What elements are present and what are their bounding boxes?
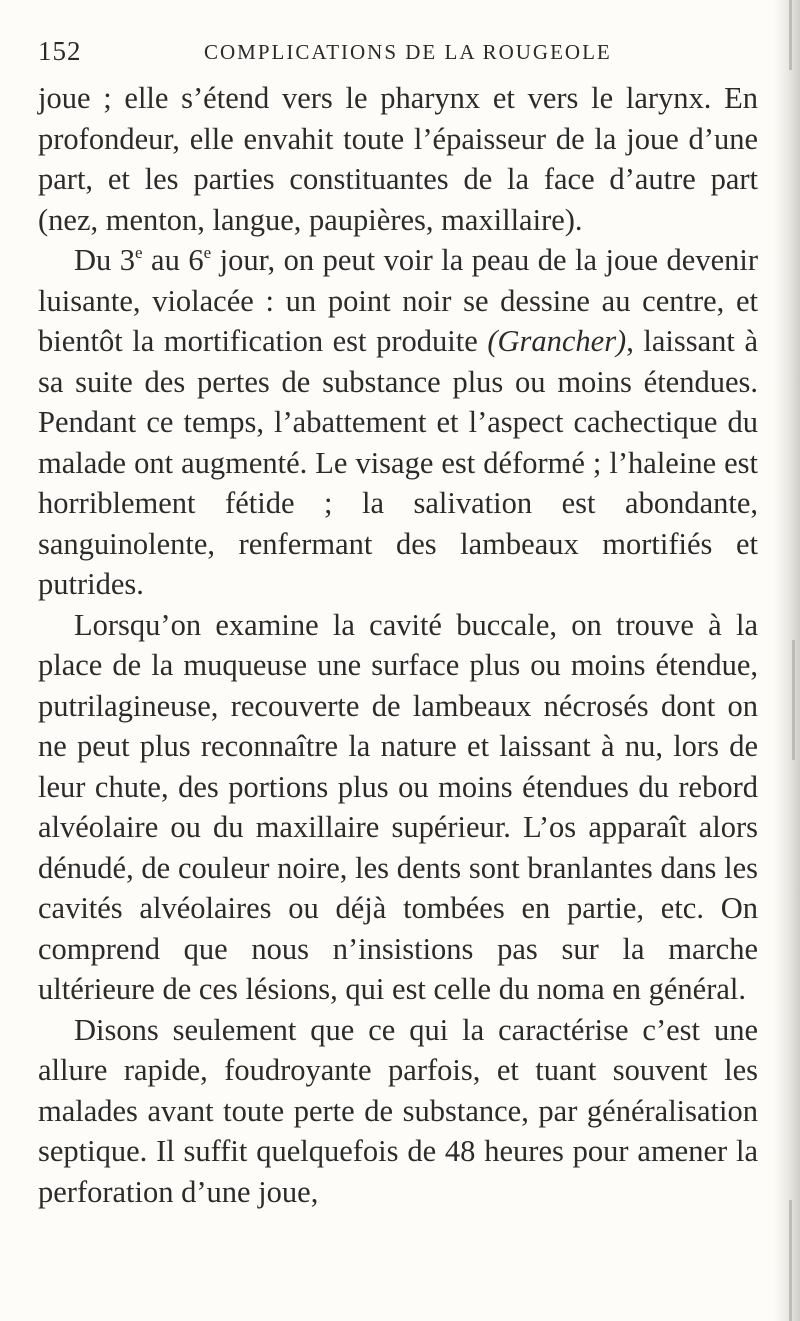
text-run: Du 3	[74, 243, 136, 277]
paragraph-2	[38, 240, 758, 605]
page-edge-shadow	[774, 0, 800, 1321]
paragraph-3: Lorsqu’on examine la cavité buccale, on trouve à la place de la muqueuse une surface plus ou moins étendue, putrilagineuse, recouverte de lambeaux nécrosés dont on ne peut plus reconnaître la nature et laissant à nu, lors de leur chute, des portions plus ou moins étendues du rebord alvéolaire ou du maxillaire supérieur. L’os apparaît alors dénudé, de couleur noire, les dents sont branlantes dans les cavités alvéolaires ou déjà tombées en partie, etc. On comprend que nous n’insistions pas sur la marche ultérieure de ces lésions, qui est celle du noma en général.	[38, 607, 758, 1006]
running-header	[38, 36, 758, 66]
author-citation: (Grancher)	[487, 324, 627, 358]
paragraph-4: Disons seulement que ce qui la caractérise c’est une allure rapide, foudroyante parfois, et tuant souvent les malades avant toute perte de substance, par généralisation septique. Il suffit quelquefois de 48 heures pour amener la perforation d’une joue,	[38, 1012, 758, 1209]
text-run: au 6	[142, 243, 204, 277]
text-run: jour, on peut voir la peau de la joue devenir luisante, violacée : un point noir se dessine au centre, et bientôt la mortification est produite	[38, 243, 758, 358]
running-title: COMPLICATIONS DE LA ROUGEOLE	[204, 40, 612, 64]
text-run: , laissant à sa suite des pertes de substance plus ou moins étendues. Pendant ce temps, l’abattement et l’aspect cachectique du malade ont augmenté. Le visage est déformé ; l’haleine est horriblement fétide ; la salivation est abondante, sanguinolente, renfermant des lambeaux mortifiés et putrides.	[38, 324, 758, 601]
page-number: 152	[38, 36, 82, 66]
body-text	[38, 78, 758, 1212]
ordinal-suffix: e	[203, 243, 212, 262]
paragraph-1: joue ; elle s’étend vers le pharynx et vers le larynx. En profondeur, elle envahit toute l’épaisseur de la joue d’une part, et les parties constituantes de la face d’autre part (nez, menton, langue, paupières, maxillaire).	[38, 81, 758, 237]
ordinal-suffix: e	[135, 243, 143, 262]
